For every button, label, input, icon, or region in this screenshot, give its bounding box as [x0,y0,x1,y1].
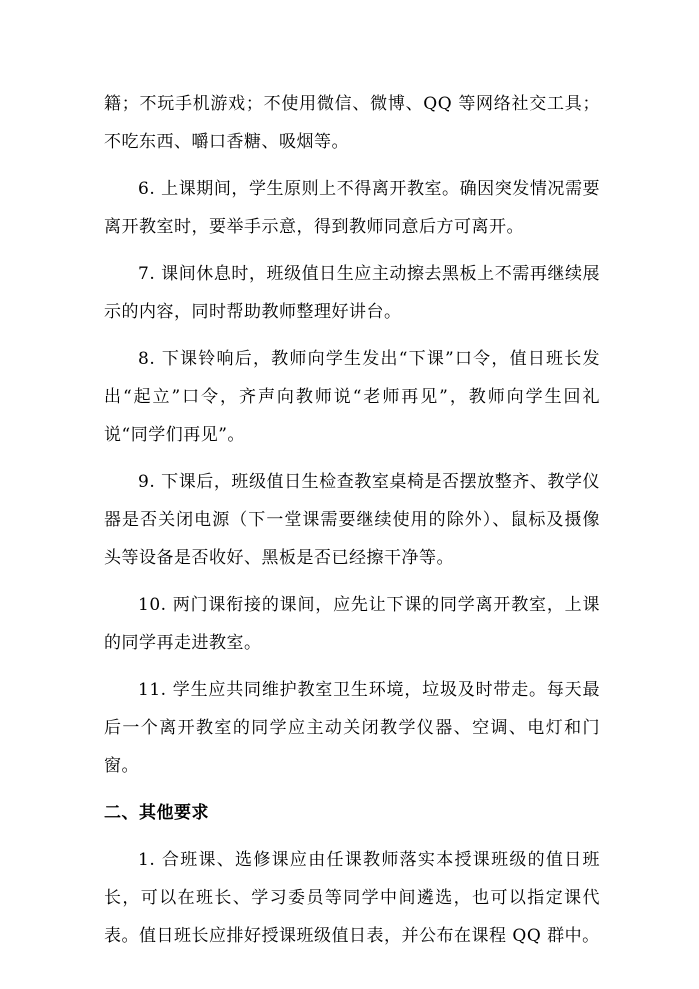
paragraph-item-8: 8. 下课铃响后，教师向学生发出“下课”口令，值日班长发出“起立”口令，齐声向教师说“老师再见”，教师向学生回礼说“同学们再见”。 [104,349,600,445]
paragraph-item-9: 9. 下课后，班级值日生检查教室桌椅是否摆放整齐、教学仪器是否关闭电源（下一堂课需要继续使用的除外）、鼠标及摄像头等设备是否收好、黑板是否已经擦干净等。 [104,472,600,568]
paragraph-item-6: 6. 上课期间，学生原则上不得离开教室。确因突发情况需要离开教室时，要举手示意，得到教师同意后方可离开。 [104,179,600,237]
section-heading: 二、其他要求 [104,803,209,823]
document-body [104,85,600,964]
paragraph-other-1: 1. 合班课、选修课应由任课教师落实本授课班级的值日班长，可以在班长、学习委员等同学中间遴选，也可以指定课代表。值日班长应排好授课班级值日表，并公布在课程 QQ 群中。 [104,850,600,946]
paragraph-continued: 籍；不玩手机游戏；不使用微信、微博、QQ 等网络社交工具；不吃东西、嚼口香糖、吸烟等。 [104,94,600,152]
paragraph-item-11: 11. 学生应共同维护教室卫生环境，垃圾及时带走。每天最后一个离开教室的同学应主动关闭教学仪器、空调、电灯和门窗。 [104,680,600,776]
paragraph-item-10: 10. 两门课衔接的课间，应先让下课的同学离开教室，上课的同学再走进教室。 [104,595,600,653]
paragraph-item-7: 7. 课间休息时，班级值日生应主动擦去黑板上不需再继续展示的内容，同时帮助教师整理好讲台。 [104,264,600,322]
